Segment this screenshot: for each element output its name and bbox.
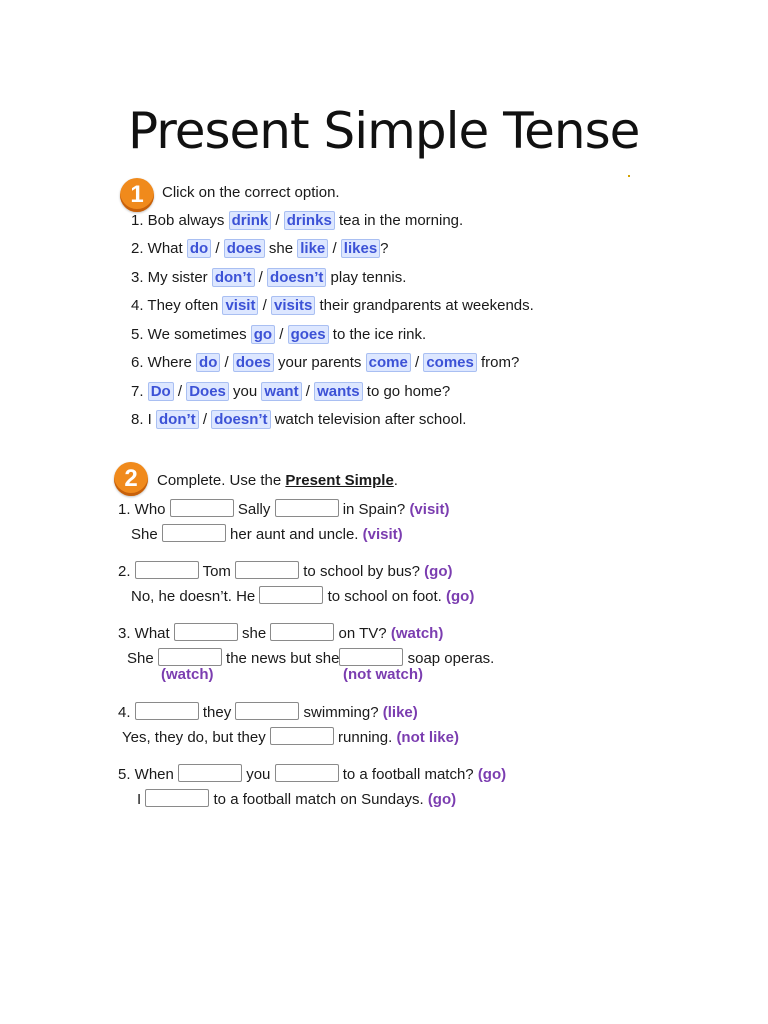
option-likes[interactable]: likes (341, 239, 380, 258)
item-text: on TV? (334, 625, 391, 642)
option-does[interactable]: does (233, 353, 274, 372)
verb-hint: (watch) (161, 666, 214, 683)
answer-blank[interactable] (158, 648, 222, 666)
exercise-2-q4-line1 (118, 702, 418, 723)
exercise-1-item-6 (131, 353, 519, 373)
option-wants[interactable]: wants (314, 382, 363, 401)
item-text: to school by bus? (299, 563, 425, 580)
option-does[interactable]: does (224, 239, 265, 258)
option-do[interactable]: do (187, 239, 211, 258)
item-text: to a football match? (338, 766, 478, 783)
option-want[interactable]: want (261, 382, 301, 401)
exercise-2-q5-line2 (137, 789, 456, 810)
item-text: 1. Bob always (131, 212, 229, 229)
exercise-2-q2-line1 (118, 561, 453, 582)
verb-hint: (visit) (409, 501, 450, 518)
separator: / (410, 354, 424, 371)
option-go[interactable]: go (251, 325, 275, 344)
item-text: swimming? (299, 704, 383, 721)
verb-hint: (go) (477, 766, 507, 783)
answer-blank[interactable] (162, 524, 226, 542)
answer-blank[interactable] (235, 702, 299, 720)
option-doesnt[interactable]: doesn’t (267, 268, 326, 287)
answer-blank[interactable] (174, 623, 238, 641)
separator: / (275, 326, 288, 343)
verb-hint: (like) (382, 704, 418, 721)
instruction-text: . (393, 472, 398, 489)
option-do[interactable]: do (196, 353, 220, 372)
item-text: to a football match on Sundays. (209, 791, 428, 808)
separator: / (198, 411, 212, 428)
item-text: play tennis. (326, 269, 407, 286)
item-text: 7. (131, 383, 148, 400)
item-text: Yes, they do, but they (122, 729, 270, 746)
option-doesnt[interactable]: doesn’t (211, 410, 270, 429)
page-title: Present Simple Tense (128, 102, 640, 160)
option-goes[interactable]: goes (288, 325, 329, 344)
verb-hint: (go) (427, 791, 457, 808)
exercise-2-q1-line1 (118, 499, 449, 520)
answer-blank[interactable] (270, 727, 334, 745)
option-come[interactable]: come (366, 353, 411, 372)
exercise-2-q3-line1 (118, 623, 443, 644)
answer-blank[interactable] (235, 561, 299, 579)
section-2-badge: 2 (114, 462, 148, 496)
exercise-1-item-1 (131, 211, 463, 231)
item-text: 1. Who (118, 501, 170, 518)
separator: / (173, 383, 187, 400)
item-text: soap operas. (403, 650, 495, 667)
exercise-2-q5-line1 (118, 764, 506, 785)
item-text: tea in the morning. (334, 212, 464, 229)
answer-blank[interactable] (170, 499, 234, 517)
instruction-tense: Present Simple (285, 472, 394, 489)
exercise-1-item-8 (131, 410, 466, 430)
item-text: 6. Where (131, 354, 197, 371)
separator: / (258, 297, 271, 314)
option-dont[interactable]: don’t (156, 410, 199, 429)
answer-blank[interactable] (259, 586, 323, 604)
verb-hint: (go) (424, 563, 453, 580)
item-text: She (127, 650, 158, 667)
answer-blank[interactable] (275, 499, 339, 517)
option-like[interactable]: like (297, 239, 328, 258)
separator: / (254, 269, 268, 286)
item-text: 4. (118, 704, 135, 721)
verb-hint: (visit) (362, 526, 403, 543)
item-text: from? (476, 354, 520, 371)
separator: / (271, 212, 284, 229)
verb-hint: (go) (446, 588, 475, 605)
item-text: her aunt and uncle. (225, 526, 363, 543)
exercise-1-item-2 (131, 239, 389, 259)
item-text: you (242, 766, 275, 783)
item-text: to the ice rink. (328, 326, 427, 343)
option-drinks[interactable]: drinks (284, 211, 335, 230)
item-text: watch television after school. (270, 411, 467, 428)
exercise-1-item-3 (131, 268, 406, 288)
option-do[interactable]: Do (148, 382, 174, 401)
item-text: to school on foot. (323, 588, 446, 605)
item-text: Tom (198, 563, 236, 580)
item-text: 8. I (131, 411, 157, 428)
item-text: she (264, 240, 298, 257)
option-comes[interactable]: comes (423, 353, 477, 372)
option-does[interactable]: Does (186, 382, 229, 401)
item-text: 5. We sometimes (131, 326, 251, 343)
answer-blank[interactable] (135, 561, 199, 579)
item-text: ? (380, 240, 389, 257)
separator: / (328, 240, 341, 257)
exercise-1-item-4 (131, 296, 534, 316)
item-text: 3. What (118, 625, 174, 642)
item-text: their grandparents at weekends. (315, 297, 534, 314)
item-text: to go home? (362, 383, 451, 400)
section-1-badge: 1 (120, 178, 154, 212)
item-text: 5. When (118, 766, 179, 783)
verb-hint: (not watch) (343, 666, 423, 683)
item-text: she (237, 625, 271, 642)
section-2-instruction (157, 471, 398, 491)
separator: / (220, 354, 233, 371)
exercise-2-q1-line2 (131, 524, 403, 545)
item-text: 3. My sister (131, 269, 212, 286)
item-text: in Spain? (338, 501, 410, 518)
item-text: I (137, 791, 146, 808)
item-text: 4. They often (131, 297, 223, 314)
option-visit[interactable]: visit (222, 296, 258, 315)
item-text: running. (333, 729, 397, 746)
answer-blank[interactable] (135, 702, 199, 720)
item-text: She (131, 526, 162, 543)
separator: / (211, 240, 224, 257)
item-text: they (198, 704, 236, 721)
verb-hint: (watch) (390, 625, 444, 642)
answer-blank[interactable] (339, 648, 403, 666)
section-1-instruction: Click on the correct option. (162, 184, 340, 201)
exercise-2-q2-line2 (131, 586, 474, 607)
option-dont[interactable]: don’t (212, 268, 255, 287)
item-text: No, he doesn’t. He (131, 588, 260, 605)
exercise-1-item-5 (131, 325, 426, 345)
exercise-2-q4-line2 (122, 727, 459, 748)
option-drink[interactable]: drink (229, 211, 272, 230)
item-text: 2. What (131, 240, 187, 257)
answer-blank[interactable] (145, 789, 209, 807)
option-visits[interactable]: visits (271, 296, 315, 315)
item-text: your parents (273, 354, 366, 371)
decorative-dot (628, 175, 630, 177)
answer-blank[interactable] (178, 764, 242, 782)
item-text: you (228, 383, 262, 400)
item-text: 2. (118, 563, 135, 580)
answer-blank[interactable] (275, 764, 339, 782)
separator: / (301, 383, 315, 400)
answer-blank[interactable] (270, 623, 334, 641)
exercise-1-item-7 (131, 382, 450, 402)
verb-hint: (not like) (396, 729, 459, 746)
item-text: the news but she (221, 650, 340, 667)
item-text: Sally (233, 501, 275, 518)
instruction-text: Complete. Use the (157, 472, 286, 489)
